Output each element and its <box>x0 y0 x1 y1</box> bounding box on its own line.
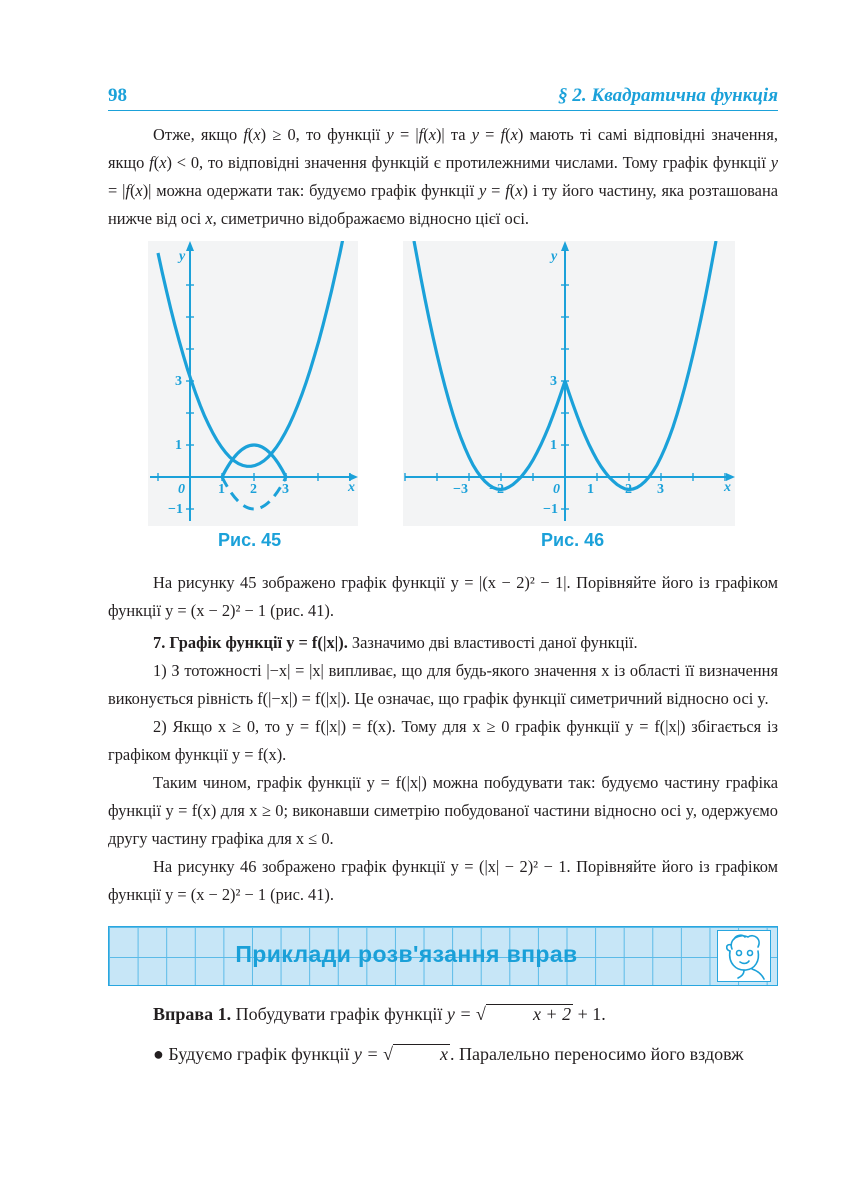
sqrt-sign: √ <box>476 1004 486 1024</box>
y-tick-label: 3 <box>175 374 182 389</box>
x-axis-label: x <box>724 480 731 495</box>
figure-45-graph <box>148 241 358 526</box>
construction-rule: Таким чином, графік функції y = f(|x|) можна побудувати так: будуємо частину графіка функції y = f(x) для x ≥ 0; виконавши симетрію побудованої частини відносно осі y, одержуємо другу частину графіка для x ≤ 0. <box>108 773 778 848</box>
exercise-1-solution: ● Будуємо графік функції y = √ x . Паралельно переносимо його вздовж <box>153 1044 744 1064</box>
section-7-heading-line: 7. Графік функції y = f(|x|). Зазначимо дві властивості даної функції. <box>153 633 638 652</box>
y-tick-label: −1 <box>168 502 183 517</box>
x-tick-label: 1 <box>218 482 225 497</box>
figure-46-graph <box>403 241 735 526</box>
fig45-remark: На рисунку 45 зображено графік функції y = |(x − 2)² − 1|. Порівняйте його із графіком функції y = (x − 2)² − 1 (рис. 41). <box>108 573 778 620</box>
y-tick-label: −1 <box>543 502 558 517</box>
x-tick-label: 2 <box>625 482 632 497</box>
x-tick-label: −3 <box>453 482 468 497</box>
y-tick-label: 3 <box>550 374 557 389</box>
x-tick-label: 1 <box>587 482 594 497</box>
x-tick-label: 3 <box>657 482 664 497</box>
radicand: x + 2 <box>486 1004 573 1023</box>
intro-paragraph: Отже, якщо f(x) ≥ 0, то функції y = |f(x)| та y = f(x) мають ті самі відповідні значення, якщо f(x) < 0, то відповідні значення функцій є протилежними числами. Тому графік функції y = |f(x)| можна одержати так: будуємо графік функції y = f(x) і ту його частину, яка розташована нижче від осі x, симетрично відображаємо відносно цієї осі. <box>108 125 778 228</box>
boy-drawing <box>718 931 769 980</box>
property-2: 2) Якщо x ≥ 0, то y = f(|x|) = f(x). Тому для x ≥ 0 графік функції y = f(|x|) збігається із графіком функції y = f(x). <box>108 717 778 764</box>
x-tick-label: 3 <box>282 482 289 497</box>
figure-45-caption: Рис. 45 <box>218 530 282 550</box>
exercise-label: Вправа 1. <box>153 1004 232 1024</box>
examples-banner <box>108 926 778 986</box>
y-tick-label: 1 <box>175 438 182 453</box>
exercise-1: Вправа 1. Побудувати графік функції y = √ x + 2 + 1. <box>153 1004 606 1024</box>
banner-title: Приклади розв'язання вправ <box>235 941 578 967</box>
header-rule <box>108 110 778 111</box>
origin-label: 0 <box>178 482 185 497</box>
y-axis-label: y <box>179 249 186 264</box>
property-1: 1) З тотожності |−x| = |x| випливає, що для будь-якого значення x із області її визначення виконується рівність f(|−x|) = f(|x|). Це означає, що графік функції симетричний відносно осі y. <box>108 661 778 708</box>
origin-label: 0 <box>553 482 560 497</box>
y-tick-label: 1 <box>550 438 557 453</box>
section-7-block <box>108 569 778 909</box>
y-axis-label: y <box>551 249 558 264</box>
thinking-boy-icon <box>717 930 771 982</box>
running-head: § 2. Квадратична функція <box>558 85 778 106</box>
fig46-remark: На рисунку 46 зображено графік функції y = (|x| − 2)² − 1. Порівняйте його із графіком функції y = (x − 2)² − 1 (рис. 41). <box>108 857 778 904</box>
sqrt-sign: √ <box>383 1044 393 1064</box>
intro-paragraph-block <box>108 121 778 233</box>
radicand: x <box>393 1044 450 1063</box>
section-7-heading: 7. Графік функції y = f(|x|). <box>153 633 348 652</box>
figure-46-caption: Рис. 46 <box>541 530 605 550</box>
exercise-block <box>108 999 778 1079</box>
x-tick-label: 2 <box>250 482 257 497</box>
page-number: 98 <box>108 85 127 106</box>
x-axis-label: x <box>348 480 355 495</box>
x-tick-label: −2 <box>489 482 504 497</box>
